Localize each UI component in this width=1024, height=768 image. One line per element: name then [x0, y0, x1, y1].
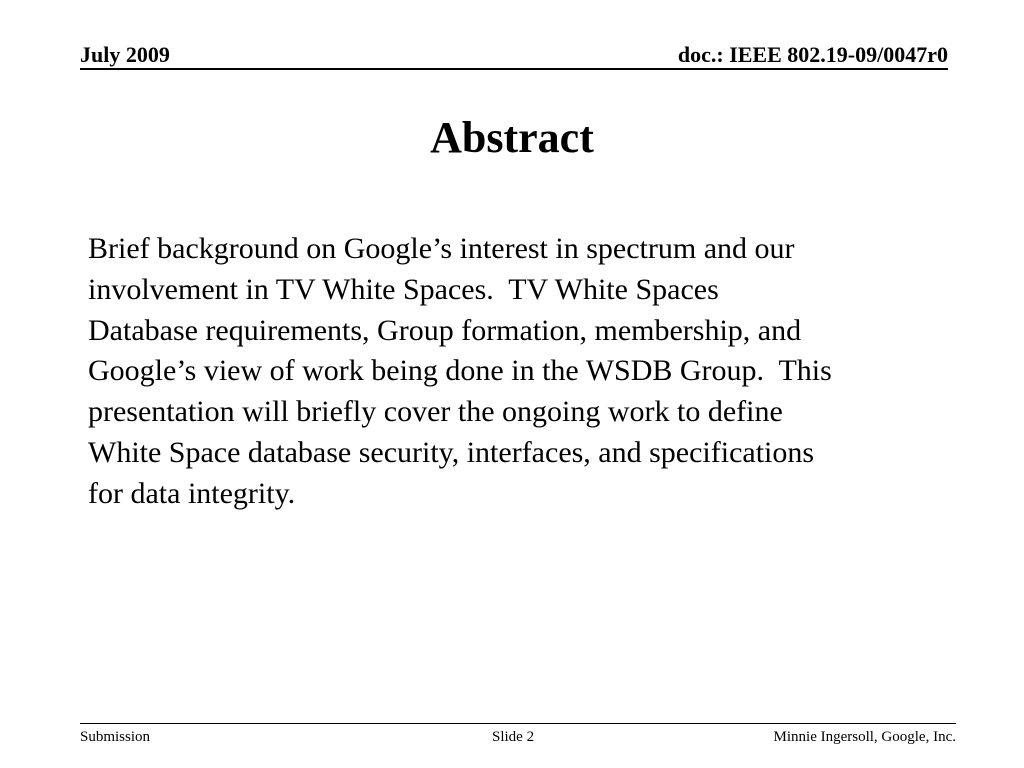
- slide-title: Abstract: [430, 113, 594, 162]
- header-doc-id: doc.: IEEE 802.19-09/0047r0: [677, 42, 948, 67]
- footer-divider: [80, 723, 956, 724]
- header-date: July 2009: [80, 42, 170, 67]
- footer-slide-number: Slide 2: [492, 729, 535, 745]
- abstract-line: involvement in TV White Spaces. TV White Spaces: [88, 272, 719, 306]
- abstract-line: Database requirements, Group formation, membership, and: [88, 313, 802, 347]
- header-divider: [80, 68, 948, 70]
- abstract-body: [88, 229, 948, 515]
- abstract-line: for data integrity.: [88, 476, 296, 510]
- abstract-line: Google’s view of work being done in the WSDB Group. This: [88, 354, 832, 388]
- abstract-line: White Space database security, interfaces, and specifications: [88, 435, 815, 469]
- abstract-line: presentation will briefly cover the ongoing work to define: [88, 395, 783, 429]
- abstract-line: Brief background on Google’s interest in spectrum and our: [88, 232, 795, 265]
- footer-submission-label: Submission: [80, 729, 151, 745]
- footer-author: Minnie Ingersoll, Google, Inc.: [773, 729, 956, 745]
